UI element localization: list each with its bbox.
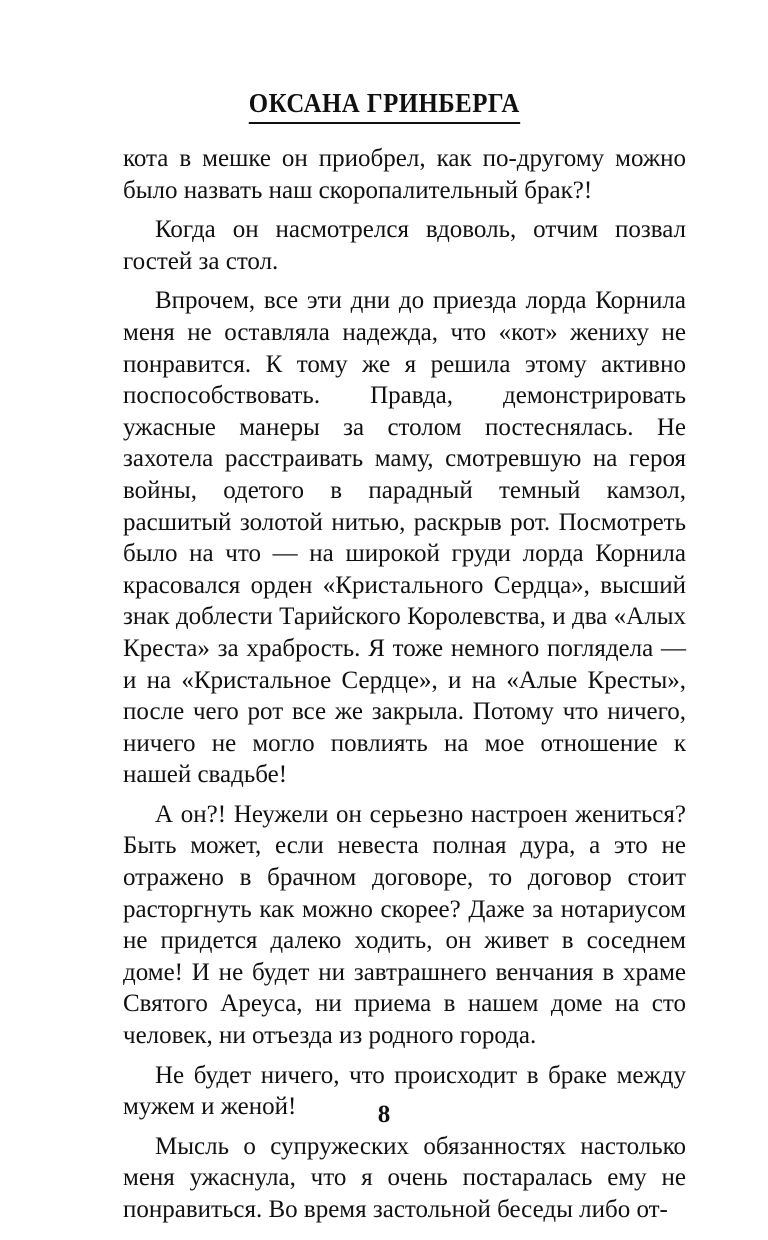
- paragraph-2: Когда он насмотрелся вдоволь, отчим позвал гостей за стол.: [123, 216, 686, 275]
- running-header: [0, 88, 768, 124]
- paragraph-3: Впрочем, все эти дни до приезда лорда Корнила меня не оставляла надежда, что «кот» жениху не понравится. К тому же я решила этому активно поспособствовать. Правда, демонстрировать ужасные манеры за столом постеснялась. Не захотела расстраивать маму, смотревшую на героя войны, одетого в парадный темный камзол, расшитый золотой нитью, раскрыв рот. Посмотреть было на что — на широкой груди лорда Корнила красовался орден «Кристального Сердца», высший знак доблести Тарийского Королевства, и два «Алых Креста» за храбрость. Я тоже немного поглядела — и на «Кристальное Сердце», и на «Алые Кресты», после чего рот все же закрыла. Потому что ничего, ничего не могло повлиять на мое отношение к нашей свадьбе!: [123, 287, 686, 789]
- paragraph-5: Не будет ничего, что происходит в браке между мужем и женой!: [123, 1061, 686, 1121]
- paragraph-6: Мысль о супружеских обязанностях настолько меня ужаснула, что я очень постаралась ему не понравиться. Во время застольной беседы либо от-: [123, 1132, 686, 1223]
- body-text: [123, 143, 686, 1226]
- paragraph-1: кота в мешке он приобрел, как по-другому можно было назвать наш скоропалительный брак?!: [123, 145, 686, 204]
- author-name: ОКСАНА ГРИНБЕРГА: [248, 88, 519, 124]
- page-number: 8: [377, 1101, 391, 1128]
- paragraph-4: А он?! Неужели он серьезно настроен жениться? Быть может, если невеста полная дура, а это не отражено в брачном договоре, то договор стоит расторгнуть как можно скорее? Даже за нотариусом не придется далеко ходить, он живет в соседнем доме! И не будет ни завтрашнего венчания в храме Святого Ареуса, ни приема в нашем доме на сто человек, ни отъезда из родного города.: [123, 800, 686, 1050]
